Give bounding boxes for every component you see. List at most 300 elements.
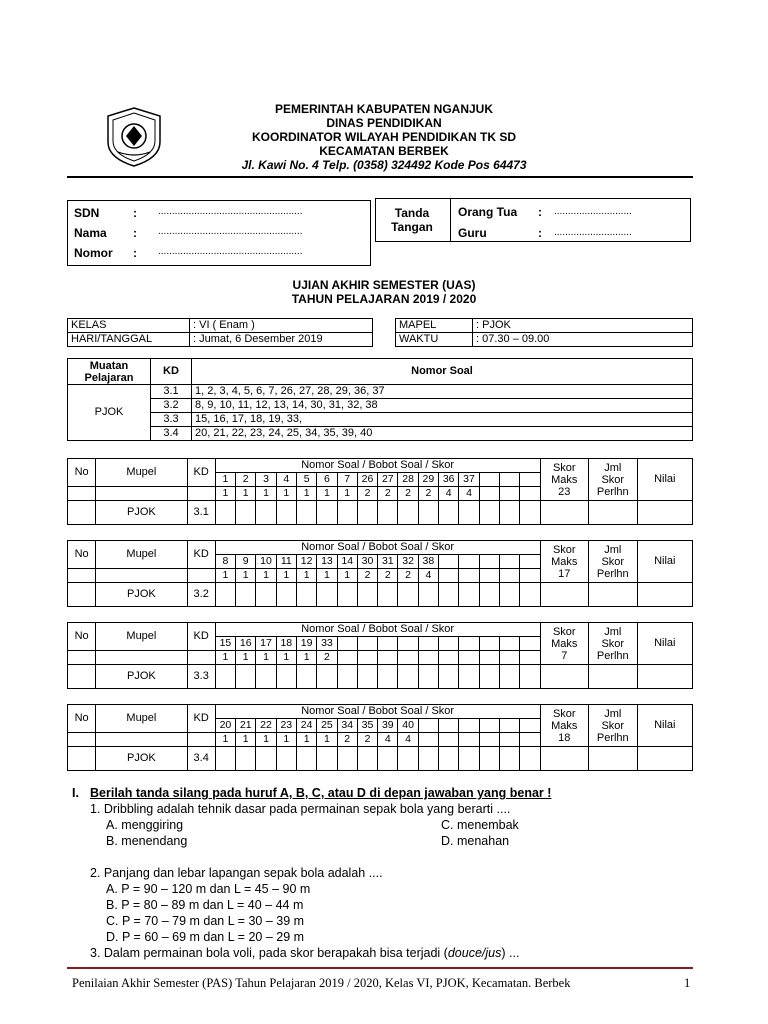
score-input-cell[interactable] <box>276 583 296 607</box>
soal-number: 19 <box>296 637 316 651</box>
score-table-kd-3-3 <box>67 622 693 689</box>
soal-weight: 1 <box>256 651 276 665</box>
score-cell-blank <box>187 651 215 665</box>
score-cell-blank <box>187 569 215 583</box>
exam-title-1: UJIAN AKHIR SEMESTER (UAS) <box>292 278 476 292</box>
soal-weight-empty <box>479 569 499 583</box>
score-header-nomor: Nomor Soal / Bobot Soal / Skor <box>215 705 540 719</box>
soal-number: 8 <box>215 555 235 569</box>
question-3-end: ) ... <box>501 946 520 960</box>
footer-divider <box>67 967 693 969</box>
score-input-cell[interactable] <box>439 501 459 525</box>
soal-number: 12 <box>296 555 316 569</box>
soal-weight-empty <box>520 487 540 501</box>
score-header-kd: KD <box>187 459 215 487</box>
row-kd: 3.1 <box>187 501 215 525</box>
header-line-2: DINAS PENDIDIKAN <box>326 116 442 130</box>
soal-weight: 1 <box>276 733 296 747</box>
soal-number: 13 <box>317 555 337 569</box>
score-table-kd-3-4 <box>67 704 693 771</box>
soal-number-empty <box>418 637 438 651</box>
score-input-cell[interactable] <box>215 501 235 525</box>
score-header-nomor: Nomor Soal / Bobot Soal / Skor <box>215 541 540 555</box>
score-input-cell[interactable] <box>236 747 256 771</box>
option-2c[interactable]: C. P = 70 – 79 m dan L = 30 – 39 m <box>106 914 305 928</box>
score-input-cell[interactable] <box>256 583 276 607</box>
soal-number: 4 <box>276 473 296 487</box>
score-input-cell[interactable] <box>357 665 377 689</box>
tanda-tangan-label: Tanda Tangan <box>391 206 433 234</box>
soal-weight: 1 <box>256 569 276 583</box>
soal-number: 23 <box>276 719 296 733</box>
score-cell-blank <box>68 569 96 583</box>
jml-skor-input[interactable] <box>589 747 638 771</box>
soal-weight: 1 <box>236 487 256 501</box>
soal-weight: 4 <box>398 733 418 747</box>
score-header-mupel: Mupel <box>96 623 187 651</box>
kd-row-kd: 3.2 <box>151 399 192 413</box>
score-input-cell[interactable] <box>378 665 398 689</box>
score-input-cell[interactable] <box>378 583 398 607</box>
soal-number-empty <box>520 637 540 651</box>
soal-number: 33 <box>317 637 337 651</box>
score-input-cell[interactable] <box>317 501 337 525</box>
guru-colon: : <box>538 226 542 240</box>
score-input-cell[interactable] <box>357 501 377 525</box>
question-3-italic: douce/jus <box>447 946 502 960</box>
score-input-cell[interactable] <box>398 501 418 525</box>
score-input-cell[interactable] <box>418 665 438 689</box>
score-input-cell[interactable] <box>256 501 276 525</box>
section-number: I. <box>72 786 79 800</box>
skor-maks-label: Skor Maks <box>551 625 578 650</box>
score-input-cell[interactable] <box>215 583 235 607</box>
skor-maks-cell <box>540 501 589 525</box>
soal-weight: 1 <box>317 733 337 747</box>
soal-number-empty <box>479 473 499 487</box>
soal-number-empty <box>499 637 519 651</box>
soal-number: 26 <box>357 473 377 487</box>
nilai-input[interactable] <box>637 583 692 607</box>
soal-weight: 1 <box>215 651 235 665</box>
score-input-cell[interactable] <box>499 583 519 607</box>
row-no[interactable] <box>68 747 96 771</box>
soal-weight-empty <box>499 487 519 501</box>
kd-header-kd: KD <box>151 359 192 385</box>
kd-row-kd: 3.1 <box>151 385 192 399</box>
soal-number: 14 <box>337 555 357 569</box>
score-input-cell[interactable] <box>378 747 398 771</box>
score-input-cell[interactable] <box>418 583 438 607</box>
soal-weight: 4 <box>439 487 459 501</box>
score-header-nomor: Nomor Soal / Bobot Soal / Skor <box>215 623 540 637</box>
soal-weight: 2 <box>357 569 377 583</box>
skor-maks-label: Skor Maks <box>551 461 578 486</box>
score-input-cell[interactable] <box>479 583 499 607</box>
soal-weight: 1 <box>296 651 316 665</box>
score-input-cell[interactable] <box>398 665 418 689</box>
score-input-cell[interactable] <box>499 747 519 771</box>
guru-label: Guru <box>458 226 487 240</box>
soal-weight: 1 <box>215 733 235 747</box>
score-input-cell[interactable] <box>337 747 357 771</box>
soal-number-empty <box>499 473 519 487</box>
score-input-cell[interactable] <box>479 665 499 689</box>
score-input-cell[interactable] <box>520 583 540 607</box>
soal-number: 40 <box>398 719 418 733</box>
score-cell-blank <box>187 733 215 747</box>
soal-weight: 2 <box>418 487 438 501</box>
skor-maks-value: 17 <box>558 567 571 580</box>
soal-number-empty <box>479 719 499 733</box>
score-input-cell[interactable] <box>236 501 256 525</box>
soal-weight: 2 <box>378 569 398 583</box>
score-input-cell[interactable] <box>317 583 337 607</box>
score-table-kd-3-1 <box>67 458 693 525</box>
soal-number: 18 <box>276 637 296 651</box>
score-input-cell[interactable] <box>439 747 459 771</box>
soal-number-empty <box>378 637 398 651</box>
score-input-cell[interactable] <box>418 747 438 771</box>
score-header-jml: Jml Skor Perlhn <box>589 541 638 583</box>
header-divider <box>67 176 693 178</box>
kd-header-nomor: Nomor Soal <box>192 359 693 385</box>
soal-weight-empty <box>499 733 519 747</box>
soal-number-empty <box>439 555 459 569</box>
skor-maks-label: Skor Maks <box>551 543 578 568</box>
score-input-cell[interactable] <box>439 665 459 689</box>
soal-number: 29 <box>418 473 438 487</box>
skor-maks-label: Skor Maks <box>551 707 578 732</box>
option-1d[interactable]: D. menahan <box>441 834 510 848</box>
soal-number: 32 <box>398 555 418 569</box>
kd-row-nomor: 8, 9, 10, 11, 12, 13, 14, 30, 31, 32, 38 <box>192 399 693 413</box>
kd-subject: PJOK <box>68 385 151 441</box>
score-cell-blank <box>68 651 96 665</box>
option-2a[interactable]: A. P = 90 – 120 m dan L = 45 – 90 m <box>106 882 311 896</box>
score-input-cell[interactable] <box>459 501 479 525</box>
soal-weight: 1 <box>296 733 316 747</box>
score-header-skor-maks <box>540 705 589 747</box>
nomor-colon: : <box>133 246 137 260</box>
soal-number: 38 <box>418 555 438 569</box>
row-mupel: PJOK <box>96 665 187 689</box>
score-header-mupel: Mupel <box>96 541 187 569</box>
soal-weight-empty <box>520 651 540 665</box>
skor-maks-cell <box>540 747 589 771</box>
score-header-nilai: Nilai <box>637 459 692 501</box>
score-cell-blank <box>96 651 187 665</box>
soal-weight: 2 <box>378 487 398 501</box>
soal-weight-empty <box>337 651 357 665</box>
nama-colon: : <box>133 226 137 240</box>
sdn-label: SDN <box>74 206 100 220</box>
jml-skor-input[interactable] <box>589 583 638 607</box>
skor-maks-cell <box>540 665 589 689</box>
question-2: 2. Panjang dan lebar lapangan sepak bola adalah .... <box>90 866 383 880</box>
orang-tua-label: Orang Tua <box>458 205 518 219</box>
soal-number-empty <box>499 555 519 569</box>
row-kd: 3.3 <box>187 665 215 689</box>
score-header-jml: Jml Skor Perlhn <box>589 459 638 501</box>
soal-number: 35 <box>357 719 377 733</box>
header-line-1: PEMERINTAH KABUPATEN NGANJUK <box>274 102 493 116</box>
score-header-skor-maks <box>540 459 589 501</box>
soal-weight-empty <box>439 733 459 747</box>
soal-number-empty <box>357 637 377 651</box>
score-header-no: No <box>68 705 96 733</box>
soal-weight: 2 <box>357 733 377 747</box>
row-kd: 3.2 <box>187 583 215 607</box>
mapel-value: : PJOK <box>473 319 693 333</box>
score-cell-blank <box>96 569 187 583</box>
soal-number: 9 <box>236 555 256 569</box>
score-input-cell[interactable] <box>337 583 357 607</box>
soal-weight: 2 <box>398 487 418 501</box>
exam-title-2: TAHUN PELAJARAN 2019 / 2020 <box>291 292 477 306</box>
score-header-mupel: Mupel <box>96 705 187 733</box>
soal-number-empty <box>479 637 499 651</box>
soal-weight-empty <box>439 569 459 583</box>
soal-weight-empty <box>479 733 499 747</box>
score-header-no: No <box>68 541 96 569</box>
soal-weight: 1 <box>256 487 276 501</box>
score-input-cell[interactable] <box>357 747 377 771</box>
soal-number: 15 <box>215 637 235 651</box>
option-1a[interactable]: A. menggiring <box>106 818 184 832</box>
section-instruction: Berilah tanda silang pada huruf A, B, C, atau D di depan jawaban yang benar ! <box>90 786 552 800</box>
row-mupel: PJOK <box>96 747 187 771</box>
soal-number-empty <box>520 719 540 733</box>
kd-row-nomor: 15, 16, 17, 18, 19, 33, <box>192 413 693 427</box>
kelas-label: KELAS <box>68 319 190 333</box>
score-cell-blank <box>96 733 187 747</box>
soal-weight: 2 <box>337 733 357 747</box>
soal-number: 37 <box>459 473 479 487</box>
score-header-skor-maks <box>540 541 589 583</box>
soal-weight: 1 <box>317 487 337 501</box>
orang-tua-colon: : <box>538 205 542 219</box>
score-input-cell[interactable] <box>479 501 499 525</box>
score-input-cell[interactable] <box>357 583 377 607</box>
soal-number: 6 <box>317 473 337 487</box>
soal-weight-empty <box>459 733 479 747</box>
score-input-cell[interactable] <box>276 747 296 771</box>
score-header-nilai: Nilai <box>637 623 692 665</box>
info-table-left <box>67 318 373 347</box>
score-input-cell[interactable] <box>439 583 459 607</box>
soal-number: 28 <box>398 473 418 487</box>
soal-weight: 4 <box>459 487 479 501</box>
soal-number-empty <box>439 637 459 651</box>
score-input-cell[interactable] <box>296 747 316 771</box>
row-mupel: PJOK <box>96 501 187 525</box>
score-input-cell[interactable] <box>337 665 357 689</box>
score-input-cell[interactable] <box>418 501 438 525</box>
signature-divider <box>450 198 451 241</box>
kd-header-muatan: Muatan Pelajaran <box>68 359 151 385</box>
score-header-no: No <box>68 459 96 487</box>
score-input-cell[interactable] <box>520 747 540 771</box>
soal-weight: 1 <box>276 569 296 583</box>
row-no[interactable] <box>68 583 96 607</box>
soal-number-empty <box>499 719 519 733</box>
waktu-value: : 07.30 – 09.00 <box>473 333 693 347</box>
nomor-dots[interactable]: .................................................... <box>158 246 303 257</box>
soal-number-empty <box>337 637 357 651</box>
soal-number: 10 <box>256 555 276 569</box>
score-input-cell[interactable] <box>499 665 519 689</box>
nama-dots[interactable]: .................................................... <box>158 226 303 237</box>
score-input-cell[interactable] <box>317 665 337 689</box>
soal-number: 3 <box>256 473 276 487</box>
soal-weight-empty <box>459 651 479 665</box>
score-input-cell[interactable] <box>296 665 316 689</box>
nilai-input[interactable] <box>637 501 692 525</box>
kd-row-kd: 3.4 <box>151 427 192 441</box>
score-input-cell[interactable] <box>378 501 398 525</box>
soal-weight-empty <box>418 651 438 665</box>
soal-weight-empty <box>357 651 377 665</box>
skor-maks-value: 18 <box>558 731 571 744</box>
soal-number-empty <box>459 719 479 733</box>
score-header-nilai: Nilai <box>637 705 692 747</box>
score-input-cell[interactable] <box>459 583 479 607</box>
soal-weight: 1 <box>317 569 337 583</box>
soal-weight-empty <box>378 651 398 665</box>
soal-number-empty <box>418 719 438 733</box>
score-input-cell[interactable] <box>276 665 296 689</box>
guru-dots[interactable]: ............................ <box>554 227 632 238</box>
soal-number: 36 <box>439 473 459 487</box>
score-input-cell[interactable] <box>236 665 256 689</box>
score-input-cell[interactable] <box>337 501 357 525</box>
option-2d[interactable]: D. P = 60 – 69 m dan L = 20 – 29 m <box>106 930 305 944</box>
nilai-input[interactable] <box>637 665 692 689</box>
mapel-label: MAPEL <box>396 319 473 333</box>
soal-number: 34 <box>337 719 357 733</box>
score-input-cell[interactable] <box>236 583 256 607</box>
kd-row-nomor: 20, 21, 22, 23, 24, 25, 34, 35, 39, 40 <box>192 427 693 441</box>
soal-number-empty <box>459 555 479 569</box>
soal-weight: 1 <box>296 569 316 583</box>
header-address: Jl. Kawi No. 4 Telp. (0358) 324492 Kode Pos 64473 <box>241 158 527 172</box>
score-input-cell[interactable] <box>256 665 276 689</box>
soal-number: 17 <box>256 637 276 651</box>
score-input-cell[interactable] <box>398 747 418 771</box>
score-input-cell[interactable] <box>499 501 519 525</box>
score-input-cell[interactable] <box>459 747 479 771</box>
score-header-kd: KD <box>187 705 215 733</box>
option-1c[interactable]: C. menembak <box>441 818 519 832</box>
score-header-jml: Jml Skor Perlhn <box>589 705 638 747</box>
jml-skor-input[interactable] <box>589 501 638 525</box>
footer-page-number: 1 <box>684 976 691 990</box>
question-1: 1. Dribbling adalah tehnik dasar pada permainan sepak bola yang berarti .... <box>90 802 511 816</box>
score-input-cell[interactable] <box>215 747 235 771</box>
soal-number: 16 <box>236 637 256 651</box>
hari-value: : Jumat, 6 Desember 2019 <box>190 333 373 347</box>
soal-number: 21 <box>236 719 256 733</box>
soal-weight-empty <box>439 651 459 665</box>
soal-number: 1 <box>215 473 235 487</box>
skor-maks-value: 23 <box>558 485 571 498</box>
soal-number-empty <box>479 555 499 569</box>
waktu-label: WAKTU <box>396 333 473 347</box>
soal-number-empty <box>398 637 418 651</box>
soal-number-empty <box>439 719 459 733</box>
hari-label: HARI/TANGGAL <box>68 333 190 347</box>
soal-number: 30 <box>357 555 377 569</box>
score-input-cell[interactable] <box>520 501 540 525</box>
nilai-input[interactable] <box>637 747 692 771</box>
soal-weight-empty <box>459 569 479 583</box>
score-input-cell[interactable] <box>479 747 499 771</box>
score-input-cell[interactable] <box>317 747 337 771</box>
row-no[interactable] <box>68 665 96 689</box>
score-input-cell[interactable] <box>256 747 276 771</box>
kd-table <box>67 358 693 441</box>
score-input-cell[interactable] <box>520 665 540 689</box>
orang-tua-dots[interactable]: ............................ <box>554 206 632 217</box>
score-header-skor-maks <box>540 623 589 665</box>
soal-weight: 1 <box>337 487 357 501</box>
soal-weight-empty <box>520 733 540 747</box>
row-no[interactable] <box>68 501 96 525</box>
soal-number: 5 <box>296 473 316 487</box>
score-cell-blank <box>187 487 215 501</box>
skor-maks-value: 7 <box>561 649 568 662</box>
question-3-text: 3. Dalam permainan bola voli, pada skor berapakah bisa terjadi ( <box>90 946 448 960</box>
score-header-kd: KD <box>187 541 215 569</box>
score-input-cell[interactable] <box>215 665 235 689</box>
sdn-dots[interactable]: .................................................... <box>158 206 303 217</box>
score-header-kd: KD <box>187 623 215 651</box>
soal-number: 11 <box>276 555 296 569</box>
jml-skor-input[interactable] <box>589 665 638 689</box>
score-input-cell[interactable] <box>296 501 316 525</box>
soal-weight-empty <box>520 569 540 583</box>
soal-number: 22 <box>256 719 276 733</box>
score-header-nilai: Nilai <box>637 541 692 583</box>
info-table-right <box>395 318 693 347</box>
score-cell-blank <box>68 733 96 747</box>
soal-number: 31 <box>378 555 398 569</box>
score-input-cell[interactable] <box>296 583 316 607</box>
soal-weight-empty <box>418 733 438 747</box>
score-header-jml: Jml Skor Perlhn <box>589 623 638 665</box>
sdn-colon: : <box>133 206 137 220</box>
score-input-cell[interactable] <box>459 665 479 689</box>
soal-number: 27 <box>378 473 398 487</box>
nama-label: Nama <box>74 226 107 240</box>
soal-weight: 1 <box>296 487 316 501</box>
score-input-cell[interactable] <box>398 583 418 607</box>
option-2b[interactable]: B. P = 80 – 89 m dan L = 40 – 44 m <box>106 898 304 912</box>
score-cell-blank <box>68 487 96 501</box>
score-cell-blank <box>96 487 187 501</box>
kd-row-kd: 3.3 <box>151 413 192 427</box>
header-line-4: KECAMATAN BERBEK <box>319 144 449 158</box>
score-header-mupel: Mupel <box>96 459 187 487</box>
option-1b[interactable]: B. menendang <box>106 834 188 848</box>
soal-weight-empty <box>479 487 499 501</box>
soal-number: 2 <box>236 473 256 487</box>
soal-number: 39 <box>378 719 398 733</box>
soal-weight: 1 <box>236 569 256 583</box>
score-input-cell[interactable] <box>276 501 296 525</box>
soal-number: 24 <box>296 719 316 733</box>
